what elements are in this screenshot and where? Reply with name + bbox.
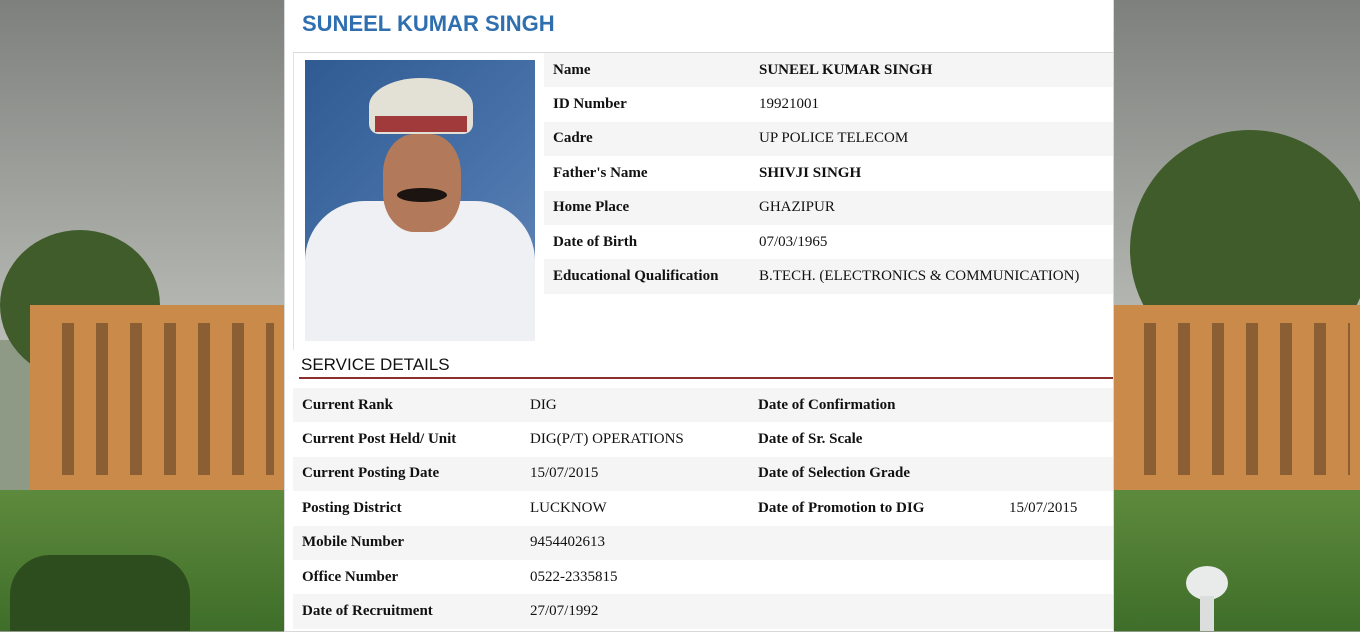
page-title: SUNEEL KUMAR SINGH xyxy=(302,11,555,36)
field-value: SUNEEL KUMAR SINGH xyxy=(759,61,933,78)
table-row xyxy=(293,388,1113,422)
table-row xyxy=(544,156,1114,190)
table-row xyxy=(544,122,1114,156)
field-value: 9454402613 xyxy=(530,534,605,551)
field-label: Posting District xyxy=(302,499,402,516)
table-row xyxy=(293,594,1113,628)
field-label: Home Place xyxy=(553,199,630,216)
profile-panel xyxy=(284,0,1114,632)
profile-summary xyxy=(293,53,1114,350)
field-value: 27/07/1992 xyxy=(530,603,599,620)
field-label: Date of Sr. Scale xyxy=(758,431,863,448)
table-row xyxy=(544,191,1114,225)
service-details-heading: SERVICE DETAILS xyxy=(301,355,450,374)
field-label: Mobile Number xyxy=(302,534,405,551)
field-value: B.TECH. (ELECTRONICS & COMMUNICATION) xyxy=(759,268,1080,285)
field-value: UP POLICE TELECOM xyxy=(759,130,909,147)
field-label: Current Posting Date xyxy=(302,465,440,482)
table-row xyxy=(544,53,1114,87)
field-value: DIG xyxy=(530,396,557,413)
officer-photo xyxy=(305,60,535,341)
service-details-table xyxy=(293,388,1113,629)
table-row xyxy=(293,457,1113,491)
field-value: SHIVJI SINGH xyxy=(759,164,862,181)
field-label: Father's Name xyxy=(553,164,648,181)
lamp-post xyxy=(1200,596,1214,631)
table-row xyxy=(544,225,1114,259)
field-label: Current Rank xyxy=(302,396,393,413)
lamp-icon xyxy=(1186,566,1228,600)
personal-details-table xyxy=(544,53,1114,294)
field-label: Name xyxy=(553,61,591,78)
field-value: 07/03/1965 xyxy=(759,233,828,250)
field-value: DIG(P/T) OPERATIONS xyxy=(530,431,684,448)
field-label: Date of Recruitment xyxy=(302,603,433,620)
table-row xyxy=(293,560,1113,594)
hedge xyxy=(10,555,190,631)
field-label: Date of Confirmation xyxy=(758,396,896,413)
building xyxy=(1112,305,1360,495)
field-label: Office Number xyxy=(302,568,399,585)
field-label: Cadre xyxy=(553,130,593,147)
field-label: Date of Selection Grade xyxy=(758,465,911,482)
table-row xyxy=(293,526,1113,560)
table-row xyxy=(544,259,1114,293)
field-value: GHAZIPUR xyxy=(759,199,835,216)
table-row xyxy=(293,491,1113,525)
field-label: ID Number xyxy=(553,96,627,113)
field-value: 0522-2335815 xyxy=(530,568,618,585)
divider xyxy=(299,377,1113,379)
table-row xyxy=(544,87,1114,121)
building xyxy=(30,305,284,495)
field-label: Date of Birth xyxy=(553,233,638,250)
table-row xyxy=(293,422,1113,456)
field-value: LUCKNOW xyxy=(530,499,607,516)
field-label: Educational Qualification xyxy=(553,268,719,285)
field-value: 19921001 xyxy=(759,96,819,113)
field-label: Current Post Held/ Unit xyxy=(302,431,457,448)
field-label: Date of Promotion to DIG xyxy=(758,499,925,516)
field-value: 15/07/2015 xyxy=(530,465,599,482)
field-value: 15/07/2015 xyxy=(1009,499,1078,516)
